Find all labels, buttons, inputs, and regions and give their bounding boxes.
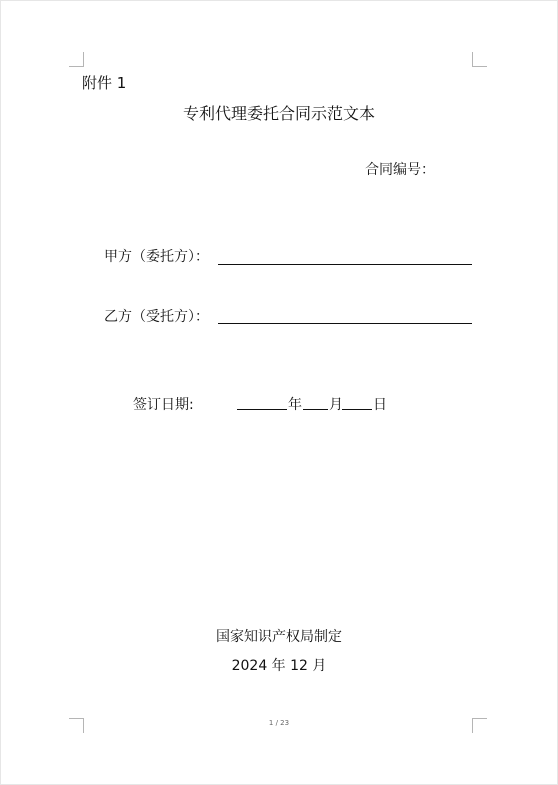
page-indicator: 1 / 23 (268, 719, 290, 727)
attachment-label: 附件 1 (82, 74, 127, 92)
month-blank (303, 409, 328, 410)
sign-date-label: 签订日期: (133, 397, 194, 413)
document-title: 专利代理委托合同示范文本 (182, 104, 375, 123)
party-b-fill-line (218, 323, 472, 324)
party-a-fill-line (218, 264, 472, 265)
issue-date: 2024 年 12 月 (231, 658, 327, 674)
party-b-label: 乙方（受托方）： (104, 309, 209, 325)
document-title-row (0, 101, 558, 124)
crop-mark-top-left (69, 52, 84, 67)
day-unit: 日 (373, 397, 387, 413)
crop-mark-top-right (472, 52, 487, 67)
day-blank (342, 409, 372, 410)
month-unit: 月 (329, 397, 343, 413)
year-unit: 年 (288, 397, 302, 413)
contract-number-label: 合同编号： (365, 162, 435, 178)
party-a-label: 甲方（委托方）： (104, 249, 209, 265)
issuer: 国家知识产权局制定 (216, 629, 342, 645)
year-blank (237, 409, 287, 410)
